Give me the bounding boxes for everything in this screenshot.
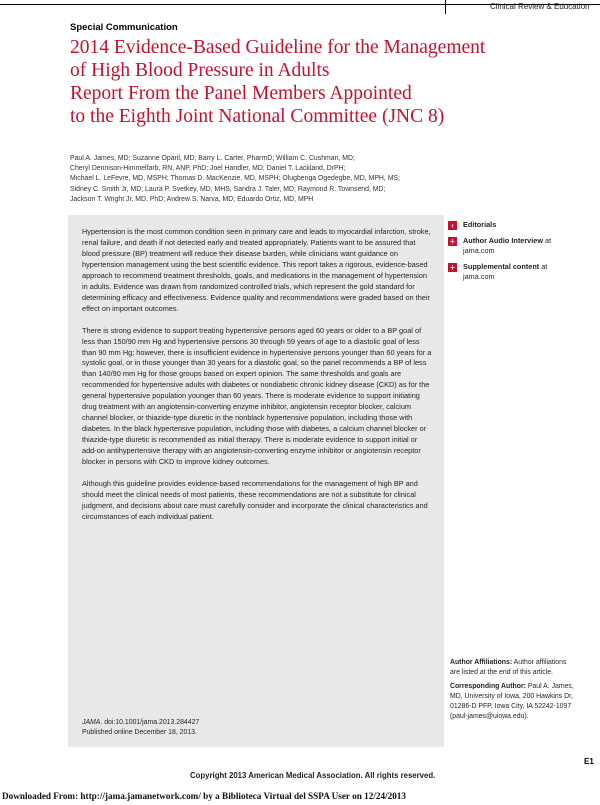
abstract-paragraph: Although this guideline provides evidence-based recommendations for the management of high BP and should meet the clinical needs of most patients, these recommendations are not a substitute for clinical judgment, and decisions about care must carefully consider and incorporate the clinical characteristics and circumstances of each individual patient. [82,479,428,521]
corresponding-text: Paul A. James, MD, University of Iowa, 200 Hawkins Dr, 01286-D PFP, Iowa City, IA 52242-1097 (paul-james@uiowa.edu). [450,683,574,720]
author-line: Michael L. LeFevre, MD, MSPH; Thomas D. MacKenzie, MD, MSPH; Olugbenga Ogedegbe, MD, MPH, MS; [70,175,400,183]
editorial-icon: ‹ [448,221,457,230]
author-line: Sidney C. Smith Jr, MD; Laura P. Svetkey, MD, MHS; Sandra J. Taler, MD; Raymond R. Townsend, MD; [70,185,386,193]
supplemental-suffix: at jama.com [463,262,548,281]
doi-line [82,718,199,728]
section-label: Clinical Review & Education [490,2,590,11]
corresponding-label: Corresponding Author: [450,683,526,691]
abstract-paragraph: Hypertension is the most common condition seen in primary care and leads to myocardial infarction, stroke, renal failure, and death if not detected early and treated appropriately. Patients want to be assured that blood pressure (BP) treatment will reduce their disease burden, while clinicians want guidance on hypertension management using the best scientific evidence. This report takes a rigorous, evidence-based approach to recommend treatment thresholds, goals, and medications in the management of hypertension in adults. Evidence was drawn from randomized controlled trials, which represent the gold standard for determining efficacy and effectiveness. Evidence quality and recommendations were graded based on their effect on important outcomes. [82,227,431,313]
journal-name: JAMA [82,719,101,726]
supplemental-label: Supplemental content [463,262,540,271]
citation [82,718,199,737]
title-line: of High Blood Pressure in Adults [70,60,330,81]
related-links [448,220,568,288]
page-number: E1 [584,757,594,766]
abstract-paragraph: There is strong evidence to support treating hypertensive persons aged 60 years or older to a BP goal of less than 150/90 mm Hg and hypertensive persons 30 through 59 years of age to a diastolic goal of less than 90 mm Hg; however, there is insufficient evidence in hypertensive persons younger than 60 years for a systolic goal, or in those younger than 30 years for a diastolic goal, so the panel recommends a BP of less than 140/90 mm Hg for those groups based on expert opinion. The same thresholds and goals are recommended for hypertensive adults with diabetes or nondiabetic chronic kidney disease (CKD) as for the general hypertensive population younger than 60 years. There is moderate evidence to support initiating drug treatment with an angiotensin-converting enzyme inhibitor, angiotensin receptor blocker, calcium channel blocker, or thiazide-type diuretic in the nonblack hypertensive population, including those with diabetes. In the black hypertensive population, including those with diabetes, a calcium channel blocker or thiazide-type diuretic is recommended as initial therapy. There is moderate evidence to support initial or add-on antihypertensive therapy with an angiotensin-converting enzyme inhibitor or angiotensin receptor blocker in persons with CKD to improve kidney outcomes. [82,325,432,467]
header-divider [445,0,446,14]
subtitle-line: Report From the Panel Members Appointed [70,83,412,104]
author-line: Paul A. James, MD; Suzanne Oparil, MD; Barry L. Carter, PharmD; William C. Cushman, MD; [70,155,355,162]
author-affiliations [450,658,575,677]
editorials-link[interactable] [448,220,568,230]
doi[interactable]: . doi:10.1001/jama.2013.284427 [100,719,200,726]
corresponding-author [450,682,575,721]
plus-icon: + [448,263,457,272]
author-line: Jackson T. Wright Jr, MD, PhD; Andrew S. Narva, MD; Eduardo Ortiz, MD, MPH [70,195,314,203]
article-type: Special Communication [70,22,178,33]
audio-label: Author Audio Interview [463,236,543,245]
audio-interview-link[interactable] [448,236,568,256]
published-date: Published online December 18, 2013. [82,728,197,736]
subtitle-line: to the Eighth Joint National Committee (JNC 8) [70,106,445,127]
audio-suffix: at jama.com [463,236,552,255]
title-line: 2014 Evidence-Based Guideline for the Management [70,37,486,58]
editorials-label: Editorials [463,220,497,229]
affiliations-text: Author affiliations are listed at the end of this article. [450,659,567,676]
author-line: Cheryl Dennison-Himmelfarb, RN, ANP, PhD; Joel Handler, MD; Daniel T. Lackland, DrPH; [70,165,346,173]
download-notice: Downloaded From: http://jama.jamanetwork.com/ by a Biblioteca Virtual del SSPA User on 12/24/2013 [2,791,406,801]
abstract-box [68,215,444,747]
supplemental-content-link[interactable] [448,262,568,282]
copyright-notice: Copyright 2013 American Medical Association. All rights reserved. [190,771,436,780]
author-list [70,154,430,205]
author-info [450,658,575,726]
affiliations-label: Author Affiliations: [450,659,513,666]
article-title [70,36,590,128]
plus-icon: + [448,237,457,246]
